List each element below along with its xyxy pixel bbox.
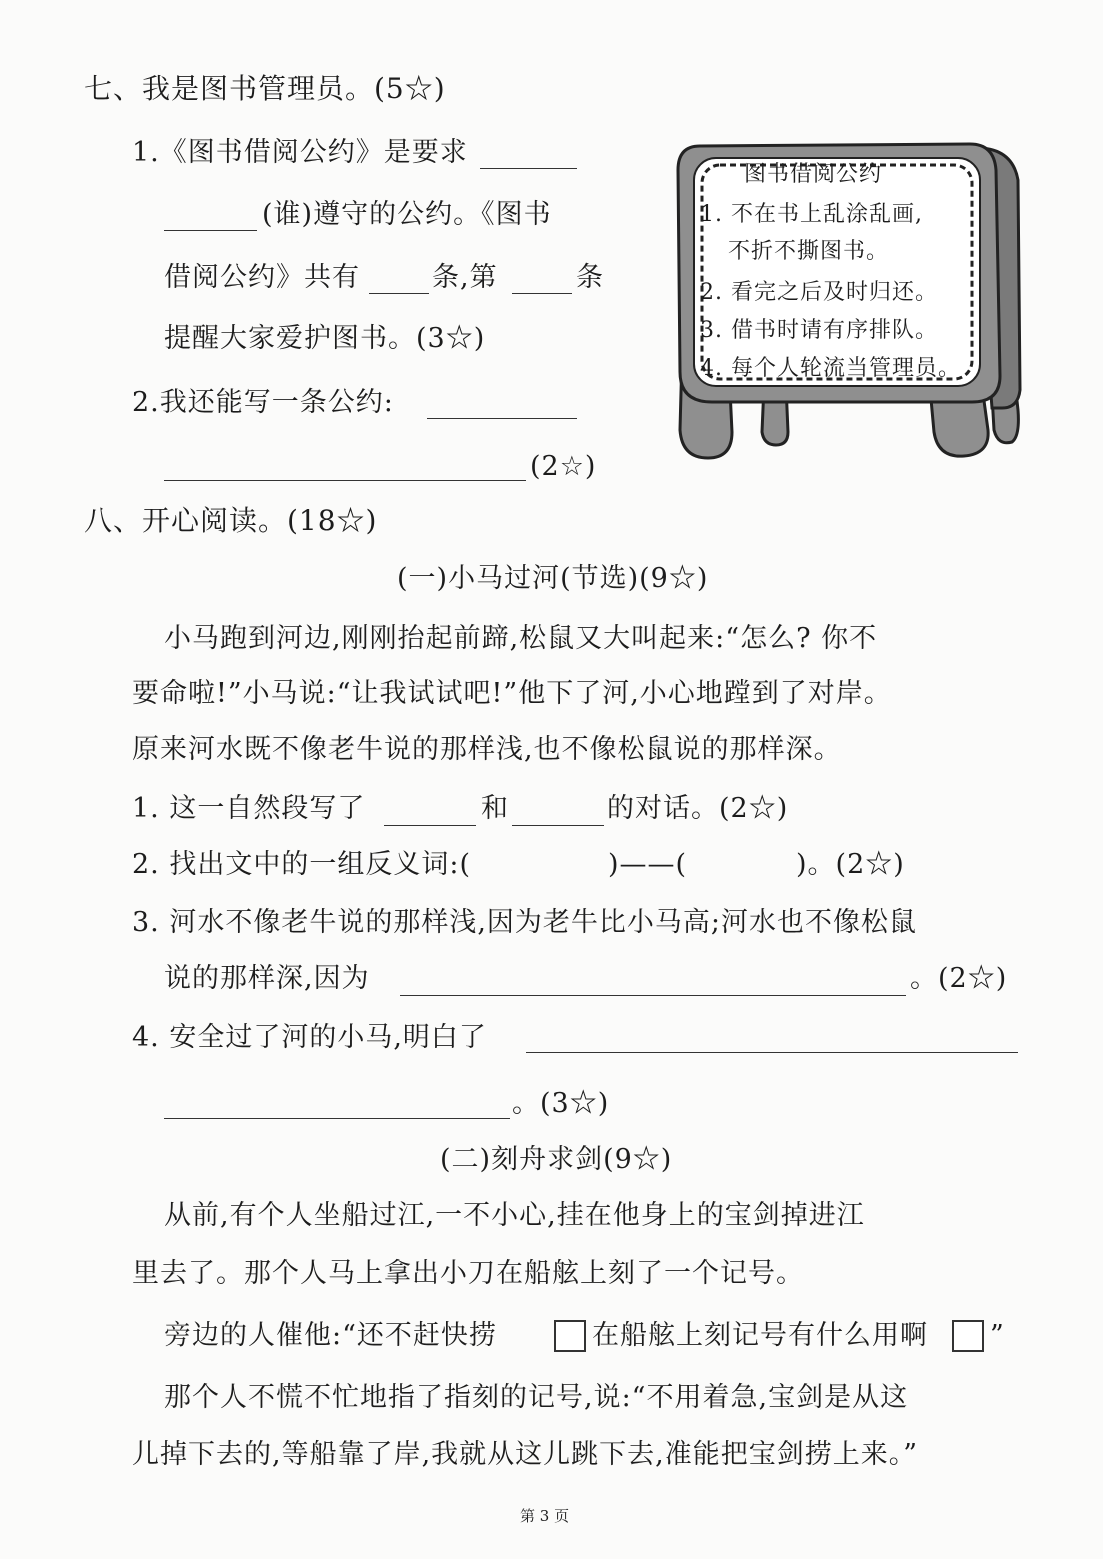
page-number: 第 3 页: [520, 1507, 570, 1525]
passage2-title: (二)刻舟求剑(9☆): [440, 1144, 673, 1175]
q8-2-text-c: )。(2☆): [796, 849, 905, 880]
q7-1-blank-index[interactable]: [512, 293, 572, 294]
q8-1-text-b: 和: [481, 793, 509, 824]
q7-1-text-d: 条,第: [432, 262, 498, 293]
q7-1-text-f: 提醒大家爱护图书。(3☆): [164, 323, 486, 354]
punctuation-box-1[interactable]: [554, 1320, 586, 1352]
q7-2-blank-a[interactable]: [427, 418, 577, 419]
passage1-title: (一)小马过河(节选)(9☆): [397, 563, 709, 594]
q8-3-text-a: 说的那样深,因为: [164, 963, 370, 994]
board-rule-1: 1. 不在书上乱涂乱画,: [700, 202, 923, 227]
q7-1-blank-who-b[interactable]: [164, 230, 257, 231]
q8-2-text-a: 2. 找出文中的一组反义词:(: [132, 849, 471, 880]
board-title: 图书借阅公约: [744, 162, 883, 187]
q8-4-blank-a[interactable]: [526, 1052, 1018, 1053]
board-rule-4: 4. 每个人轮流当管理员。: [700, 356, 961, 381]
q8-1-blank-b[interactable]: [512, 825, 604, 826]
q7-2-score: (2☆): [530, 451, 597, 482]
q7-1-text-e: 条: [576, 262, 604, 293]
q7-1-blank-count[interactable]: [369, 293, 429, 294]
q8-4-text-b: 。(3☆): [512, 1088, 610, 1119]
passage2-line-2: 里去了。那个人马上拿出小刀在船舷上刻了一个记号。: [132, 1258, 804, 1289]
passage2-line-3-c: ”: [990, 1320, 1005, 1351]
q8-4-blank-b[interactable]: [164, 1118, 510, 1119]
section7-heading: 七、我是图书管理员。(5☆): [84, 72, 446, 105]
passage2-line-5: 儿掉下去的,等船靠了岸,我就从这儿跳下去,准能把宝剑捞上来。”: [132, 1439, 919, 1470]
q8-1-text-a: 1. 这一自然段写了: [132, 793, 366, 824]
board-rule-2: 2. 看完之后及时归还。: [700, 280, 938, 305]
passage2-line-1: 从前,有个人坐船过江,一不小心,挂在他身上的宝剑掉进江: [164, 1200, 865, 1231]
board-rule-1-cont: 不折不撕图书。: [728, 239, 890, 264]
passage1-line-2: 要命啦!”小马说:“让我试试吧!”他下了河,小心地蹚到了对岸。: [132, 678, 892, 709]
q7-1-text-c: 借阅公约》共有: [164, 262, 360, 293]
punctuation-box-2[interactable]: [952, 1320, 984, 1352]
q8-4-text-a: 4. 安全过了河的小马,明白了: [132, 1022, 487, 1053]
q7-1-text-a: 1.《图书借阅公约》是要求: [132, 137, 468, 168]
section8-heading: 八、开心阅读。(18☆): [84, 504, 378, 537]
q7-1-text-b: (谁)遵守的公约。《图书: [262, 199, 552, 230]
q8-3-line-1: 3. 河水不像老牛说的那样浅,因为老牛比小马高;河水也不像松鼠: [132, 907, 918, 938]
q7-1-blank-who-a[interactable]: [480, 168, 577, 169]
passage1-line-1: 小马跑到河边,刚刚抬起前蹄,松鼠又大叫起来:“怎么? 你不: [164, 623, 878, 654]
q8-3-text-b: 。(2☆): [910, 963, 1008, 994]
q8-3-blank[interactable]: [400, 995, 906, 996]
passage2-line-3-b: 在船舷上刻记号有什么用啊: [592, 1320, 928, 1351]
passage1-line-3: 原来河水既不像老牛说的那样浅,也不像松鼠说的那样深。: [132, 734, 842, 765]
passage2-line-4: 那个人不慌不忙地指了指刻的记号,说:“不用着急,宝剑是从这: [164, 1382, 909, 1413]
q8-2-text-b: )——(: [608, 849, 688, 880]
q7-2-blank-b[interactable]: [164, 480, 526, 481]
q7-2-label: 2.我还能写一条公约:: [132, 387, 394, 418]
board-rule-3: 3. 借书时请有序排队。: [700, 318, 938, 343]
passage2-line-3-a: 旁边的人催他:“还不赶快捞: [164, 1320, 497, 1351]
q8-1-text-c: 的对话。(2☆): [607, 793, 789, 824]
q8-1-blank-a[interactable]: [384, 825, 476, 826]
